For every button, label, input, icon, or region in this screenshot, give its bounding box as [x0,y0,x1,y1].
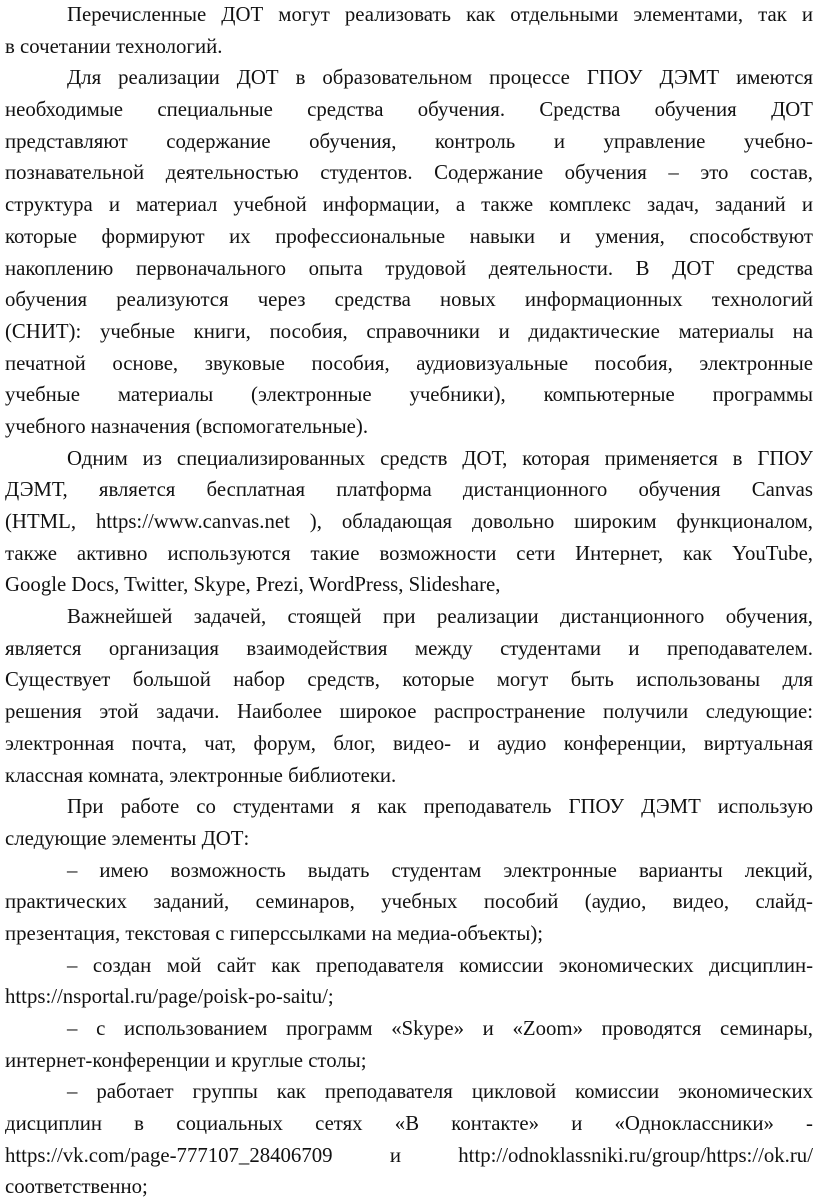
text-line: познавательной деятельностью студентов. Содержание обучения – это состав, [5,161,813,185]
text-line: практических заданий, семинаров, учебных пособий (аудио, видео, слайд- [5,890,813,914]
text-line: ДЭМТ, является бесплатная платформа дистанционного обучения Canvas [5,478,813,502]
text-line: – работает группы как преподавателя цикловой комиссии экономических [67,1080,813,1104]
text-line: также активно используются такие возможности сети Интернет, как YouTube, [5,541,813,565]
text-line: которые формируют их профессиональные навыки и умения, способствуют [5,224,813,248]
text-line: необходимые специальные средства обучения. Средства обучения ДОТ [5,98,813,122]
text-line: При работе со студентами я как преподаватель ГПОУ ДЭМТ использую [67,795,813,819]
text-line: представляют содержание обучения, контроль и управление учебно- [5,129,813,153]
text-line: Существует большой набор средств, которые могут быть использованы для [5,668,813,692]
text-line: интернет-конференции и круглые столы; [5,1048,367,1072]
text-line: печатной основе, звуковые пособия, аудиовизуальные пособия, электронные [5,351,813,375]
text-line: является организация взаимодействия между студентами и преподавателем. [5,636,813,660]
text-line: – с использованием программ «Skype» и «Zoom» проводятся семинары, [67,1017,813,1040]
text-line: (HTML, https://www.canvas.net ), обладающая довольно широким функционалом, [5,510,813,533]
text-line: https://nsportal.ru/page/poisk-po-saitu/; [5,985,334,1009]
text-line: накоплению первоначального опыта трудовой деятельности. В ДОТ средства [5,256,813,280]
text-line: дисциплин в социальных сетях «В контакте» и «Одноклассники» - [5,1112,813,1136]
text-line: в сочетании технологий. [5,34,223,58]
text-line: структура и материал учебной информации, а также комплекс задач, заданий и [5,193,813,217]
text-line: Важнейшей задачей, стоящей при реализации дистанционного обучения, [67,605,813,629]
text-line: Google Docs, Twitter, Skype, Prezi, WordPress, Slideshare, [5,573,501,597]
text-line: учебные материалы (электронные учебники), компьютерные программы [5,383,813,407]
text-line: соответственно; [5,1175,148,1199]
text-line: электронная почта, чат, форум, блог, видео- и аудио конференции, виртуальная [5,731,813,755]
text-line: – имею возможность выдать студентам электронные варианты лекций, [67,858,813,882]
text-line: учебного назначения (вспомогательные). [5,414,369,438]
text-line: классная комната, электронные библиотеки. [5,763,397,787]
text-line: https://vk.com/page-777107_28406709 и http://odnoklassniki.ru/group/https://ok.ru/ [5,1143,813,1167]
text-line: Для реализации ДОТ в образовательном процессе ГПОУ ДЭМТ имеются [67,66,813,90]
text-line: следующие элементы ДОТ: [5,826,250,850]
text-line: обучения реализуются через средства новых информационных технологий [5,288,813,312]
text-line: Одним из специализированных средств ДОТ, которая применяется в ГПОУ [67,446,813,470]
text-line: решения этой задачи. Наиболее широкое распространение получили следующие: [5,700,813,724]
document-body [5,0,813,1203]
text-line: (СНИТ): учебные книги, пособия, справочники и дидактические материалы на [5,319,813,343]
text-line: Перечисленные ДОТ могут реализовать как отдельными элементами, так и [67,3,813,26]
text-line: презентация, текстовая с гиперссылками на медиа-объекты); [5,921,544,945]
text-line: – создан мой сайт как преподавателя комиссии экономических дисциплин- [67,953,813,977]
